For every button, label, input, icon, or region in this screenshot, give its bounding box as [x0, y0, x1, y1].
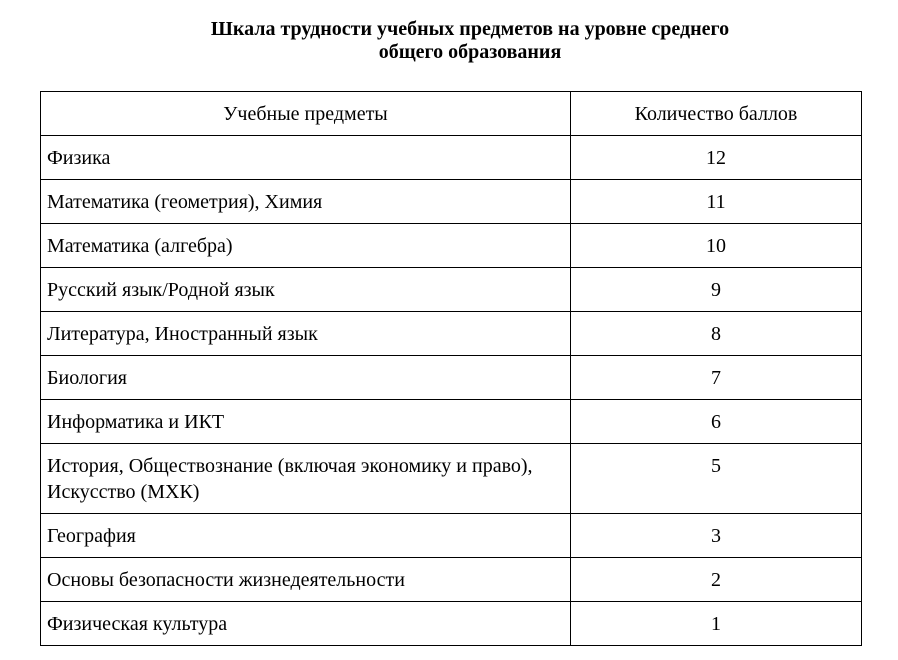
points-cell: 8 [571, 312, 862, 356]
subject-cell: Основы безопасности жизнедеятельности [41, 558, 571, 602]
table-row [41, 444, 862, 514]
subject-cell: Физика [41, 136, 571, 180]
table-row [41, 558, 862, 602]
points-cell: 6 [571, 400, 862, 444]
points-cell: 5 [571, 444, 862, 514]
points-cell: 7 [571, 356, 862, 400]
points-cell: 9 [571, 268, 862, 312]
table-row [41, 224, 862, 268]
table-header-row [41, 92, 862, 136]
difficulty-table [40, 91, 862, 646]
header-subjects: Учебные предметы [41, 92, 571, 136]
points-cell: 2 [571, 558, 862, 602]
table-row [41, 400, 862, 444]
points-cell: 1 [571, 602, 862, 646]
points-cell: 10 [571, 224, 862, 268]
subject-cell: Информатика и ИКТ [41, 400, 571, 444]
table-row [41, 356, 862, 400]
table-row [41, 312, 862, 356]
subject-cell: История, Обществознание (включая экономику и право), Искусство (МХК) [41, 444, 571, 514]
subject-cell: Математика (алгебра) [41, 224, 571, 268]
table-row [41, 268, 862, 312]
title-line-2: общего образования [378, 41, 562, 63]
page-title [0, 18, 898, 64]
subject-cell: Математика (геометрия), Химия [41, 180, 571, 224]
subject-cell: Литература, Иностранный язык [41, 312, 571, 356]
subject-cell: Русский язык/Родной язык [41, 268, 571, 312]
points-cell: 3 [571, 514, 862, 558]
points-cell: 12 [571, 136, 862, 180]
subject-cell: География [41, 514, 571, 558]
title-line-1: Шкала трудности учебных предметов на уровне среднего [210, 18, 730, 40]
table-row [41, 602, 862, 646]
points-cell: 11 [571, 180, 862, 224]
table-row [41, 180, 862, 224]
header-points: Количество баллов [571, 92, 862, 136]
subject-cell: Биология [41, 356, 571, 400]
table-row [41, 136, 862, 180]
table-row [41, 514, 862, 558]
subject-cell: Физическая культура [41, 602, 571, 646]
